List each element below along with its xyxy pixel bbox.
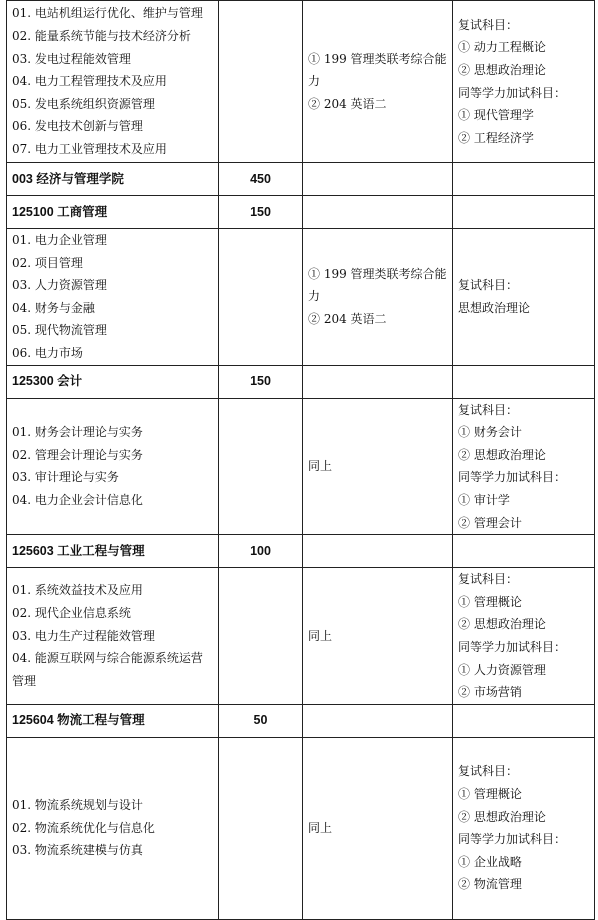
research-directions-line: 01. 物流系统规划与设计 (12, 798, 143, 813)
research-directions-line: 02. 能量系统节能与技术经济分析 (12, 29, 191, 44)
retest-subjects-line: 同等学力加试科目： (458, 470, 567, 485)
exam-subjects-line: 同上 (308, 628, 333, 643)
research-directions-line: 04. 电力工程管理技术及应用 (12, 74, 167, 89)
research-directions-line: 03. 人力资源管理 (12, 278, 107, 293)
retest-subjects-line: ① 企业战略 (458, 854, 522, 869)
program-name: 125100 工商管理 (7, 196, 219, 229)
program-name: 125603 工业工程与管理 (7, 535, 219, 568)
research-directions-line: 03. 物流系统建模与仿真 (12, 843, 143, 858)
retest-subjects-line: 复试科目： (458, 764, 519, 779)
exam-subjects-line: ① 199 管理类联考综合能力 (308, 266, 447, 304)
research-directions-line: 01. 电站机组运行优化、维护与管理 (12, 6, 203, 21)
retest-subjects (453, 398, 595, 535)
research-directions-line: 02. 管理会计理论与实务 (12, 447, 143, 462)
admissions-table (6, 0, 595, 920)
research-directions-line: 04. 财务与金融 (12, 300, 95, 315)
program-header-row (7, 196, 595, 229)
exam-subjects (303, 398, 453, 535)
research-directions-line: 06. 发电技术创新与管理 (12, 119, 143, 134)
program-detail-row (7, 398, 595, 535)
retest-subjects-line: 复试科目： (458, 278, 519, 293)
empty-cell (303, 365, 453, 398)
retest-subjects-line: ② 思想政治理论 (458, 809, 546, 824)
exam-subjects-line: ① 199 管理类联考综合能力 (308, 51, 447, 89)
enrollment-count: 100 (219, 535, 303, 568)
program-detail-row (7, 229, 595, 366)
retest-subjects (453, 229, 595, 366)
program-header-row (7, 163, 595, 196)
retest-subjects-line: ① 管理概论 (458, 594, 522, 609)
retest-subjects-line: ① 审计学 (458, 492, 510, 507)
empty-cell (453, 535, 595, 568)
enrollment-count: 150 (219, 196, 303, 229)
exam-subjects (303, 737, 453, 919)
program-name: 125300 会计 (7, 365, 219, 398)
empty-cell (453, 196, 595, 229)
exam-subjects-line: ② 204 英语二 (308, 312, 387, 327)
retest-subjects-line: ② 思想政治理论 (458, 62, 546, 77)
empty-cell (303, 704, 453, 737)
research-directions-line: 05. 现代物流管理 (12, 323, 107, 338)
exam-subjects-line: 同上 (308, 459, 333, 474)
exam-subjects-line: 同上 (308, 820, 333, 835)
enrollment-count: 450 (219, 163, 303, 196)
research-directions-line: 02. 物流系统优化与信息化 (12, 820, 155, 835)
research-directions-line: 04. 电力企业会计信息化 (12, 492, 143, 507)
program-header-row (7, 535, 595, 568)
retest-subjects-line: ② 思想政治理论 (458, 447, 546, 462)
research-directions (7, 568, 219, 705)
empty-cell (303, 163, 453, 196)
retest-subjects-line: ② 市场营销 (458, 685, 522, 700)
research-directions-line: 03. 审计理论与实务 (12, 470, 119, 485)
retest-subjects-line: ① 管理概论 (458, 787, 522, 801)
research-directions-line: 02. 现代企业信息系统 (12, 606, 131, 621)
research-directions (7, 737, 219, 919)
research-directions-line: 03. 发电过程能效管理 (12, 51, 131, 66)
retest-subjects-line: 复试科目： (458, 572, 519, 587)
research-directions-line: 01. 电力企业管理 (12, 233, 107, 247)
retest-subjects-line: ② 物流管理 (458, 877, 522, 892)
research-directions-line: 04. 能源互联网与综合能源系统运营管理 (12, 651, 203, 688)
program-header-row (7, 704, 595, 737)
empty-cell (219, 229, 303, 366)
empty-cell (453, 163, 595, 196)
retest-subjects-line: ① 人力资源管理 (458, 662, 546, 677)
research-directions-line: 01. 系统效益技术及应用 (12, 583, 143, 598)
retest-subjects (453, 568, 595, 705)
program-detail-row (7, 737, 595, 919)
research-directions (7, 398, 219, 535)
enrollment-count: 150 (219, 365, 303, 398)
retest-subjects-line: 同等学力加试科目： (458, 832, 567, 847)
exam-subjects (303, 568, 453, 705)
program-header-row (7, 365, 595, 398)
retest-subjects-line: ① 现代管理学 (458, 108, 534, 123)
retest-subjects-line: 同等学力加试科目： (458, 639, 567, 654)
research-directions (7, 1, 219, 163)
research-directions (7, 229, 219, 366)
retest-subjects-line: ① 动力工程概论 (458, 40, 546, 55)
program-name: 125604 物流工程与管理 (7, 704, 219, 737)
retest-subjects-line: ② 工程经济学 (458, 130, 534, 145)
research-directions-line: 07. 电力工业管理技术及应用 (12, 141, 167, 156)
empty-cell (453, 704, 595, 737)
empty-cell (219, 737, 303, 919)
retest-subjects-line: ② 管理会计 (458, 515, 522, 530)
empty-cell (219, 568, 303, 705)
retest-subjects (453, 737, 595, 919)
research-directions-line: 06. 电力市场 (12, 345, 83, 360)
program-detail-row (7, 568, 595, 705)
retest-subjects-line: 思想政治理论 (458, 300, 531, 315)
research-directions-line: 02. 项目管理 (12, 255, 83, 270)
empty-cell (303, 196, 453, 229)
research-directions-line: 03. 电力生产过程能效管理 (12, 628, 155, 643)
retest-subjects-line: 同等学力加试科目： (458, 85, 567, 100)
retest-subjects (453, 1, 595, 163)
program-name: 003 经济与管理学院 (7, 163, 219, 196)
exam-subjects-line: ② 204 英语二 (308, 96, 387, 111)
empty-cell (303, 535, 453, 568)
retest-subjects-line: 复试科目： (458, 17, 519, 32)
exam-subjects (303, 229, 453, 366)
research-directions-line: 05. 发电系统组织资源管理 (12, 96, 155, 111)
retest-subjects-line: ① 财务会计 (458, 425, 522, 440)
enrollment-count: 50 (219, 704, 303, 737)
empty-cell (219, 398, 303, 535)
program-detail-row (7, 1, 595, 163)
table-body (7, 1, 595, 920)
empty-cell (219, 1, 303, 163)
retest-subjects-line: ② 思想政治理论 (458, 617, 546, 632)
exam-subjects (303, 1, 453, 163)
empty-cell (453, 365, 595, 398)
retest-subjects-line: 复试科目： (458, 402, 519, 417)
research-directions-line: 01. 财务会计理论与实务 (12, 425, 143, 440)
